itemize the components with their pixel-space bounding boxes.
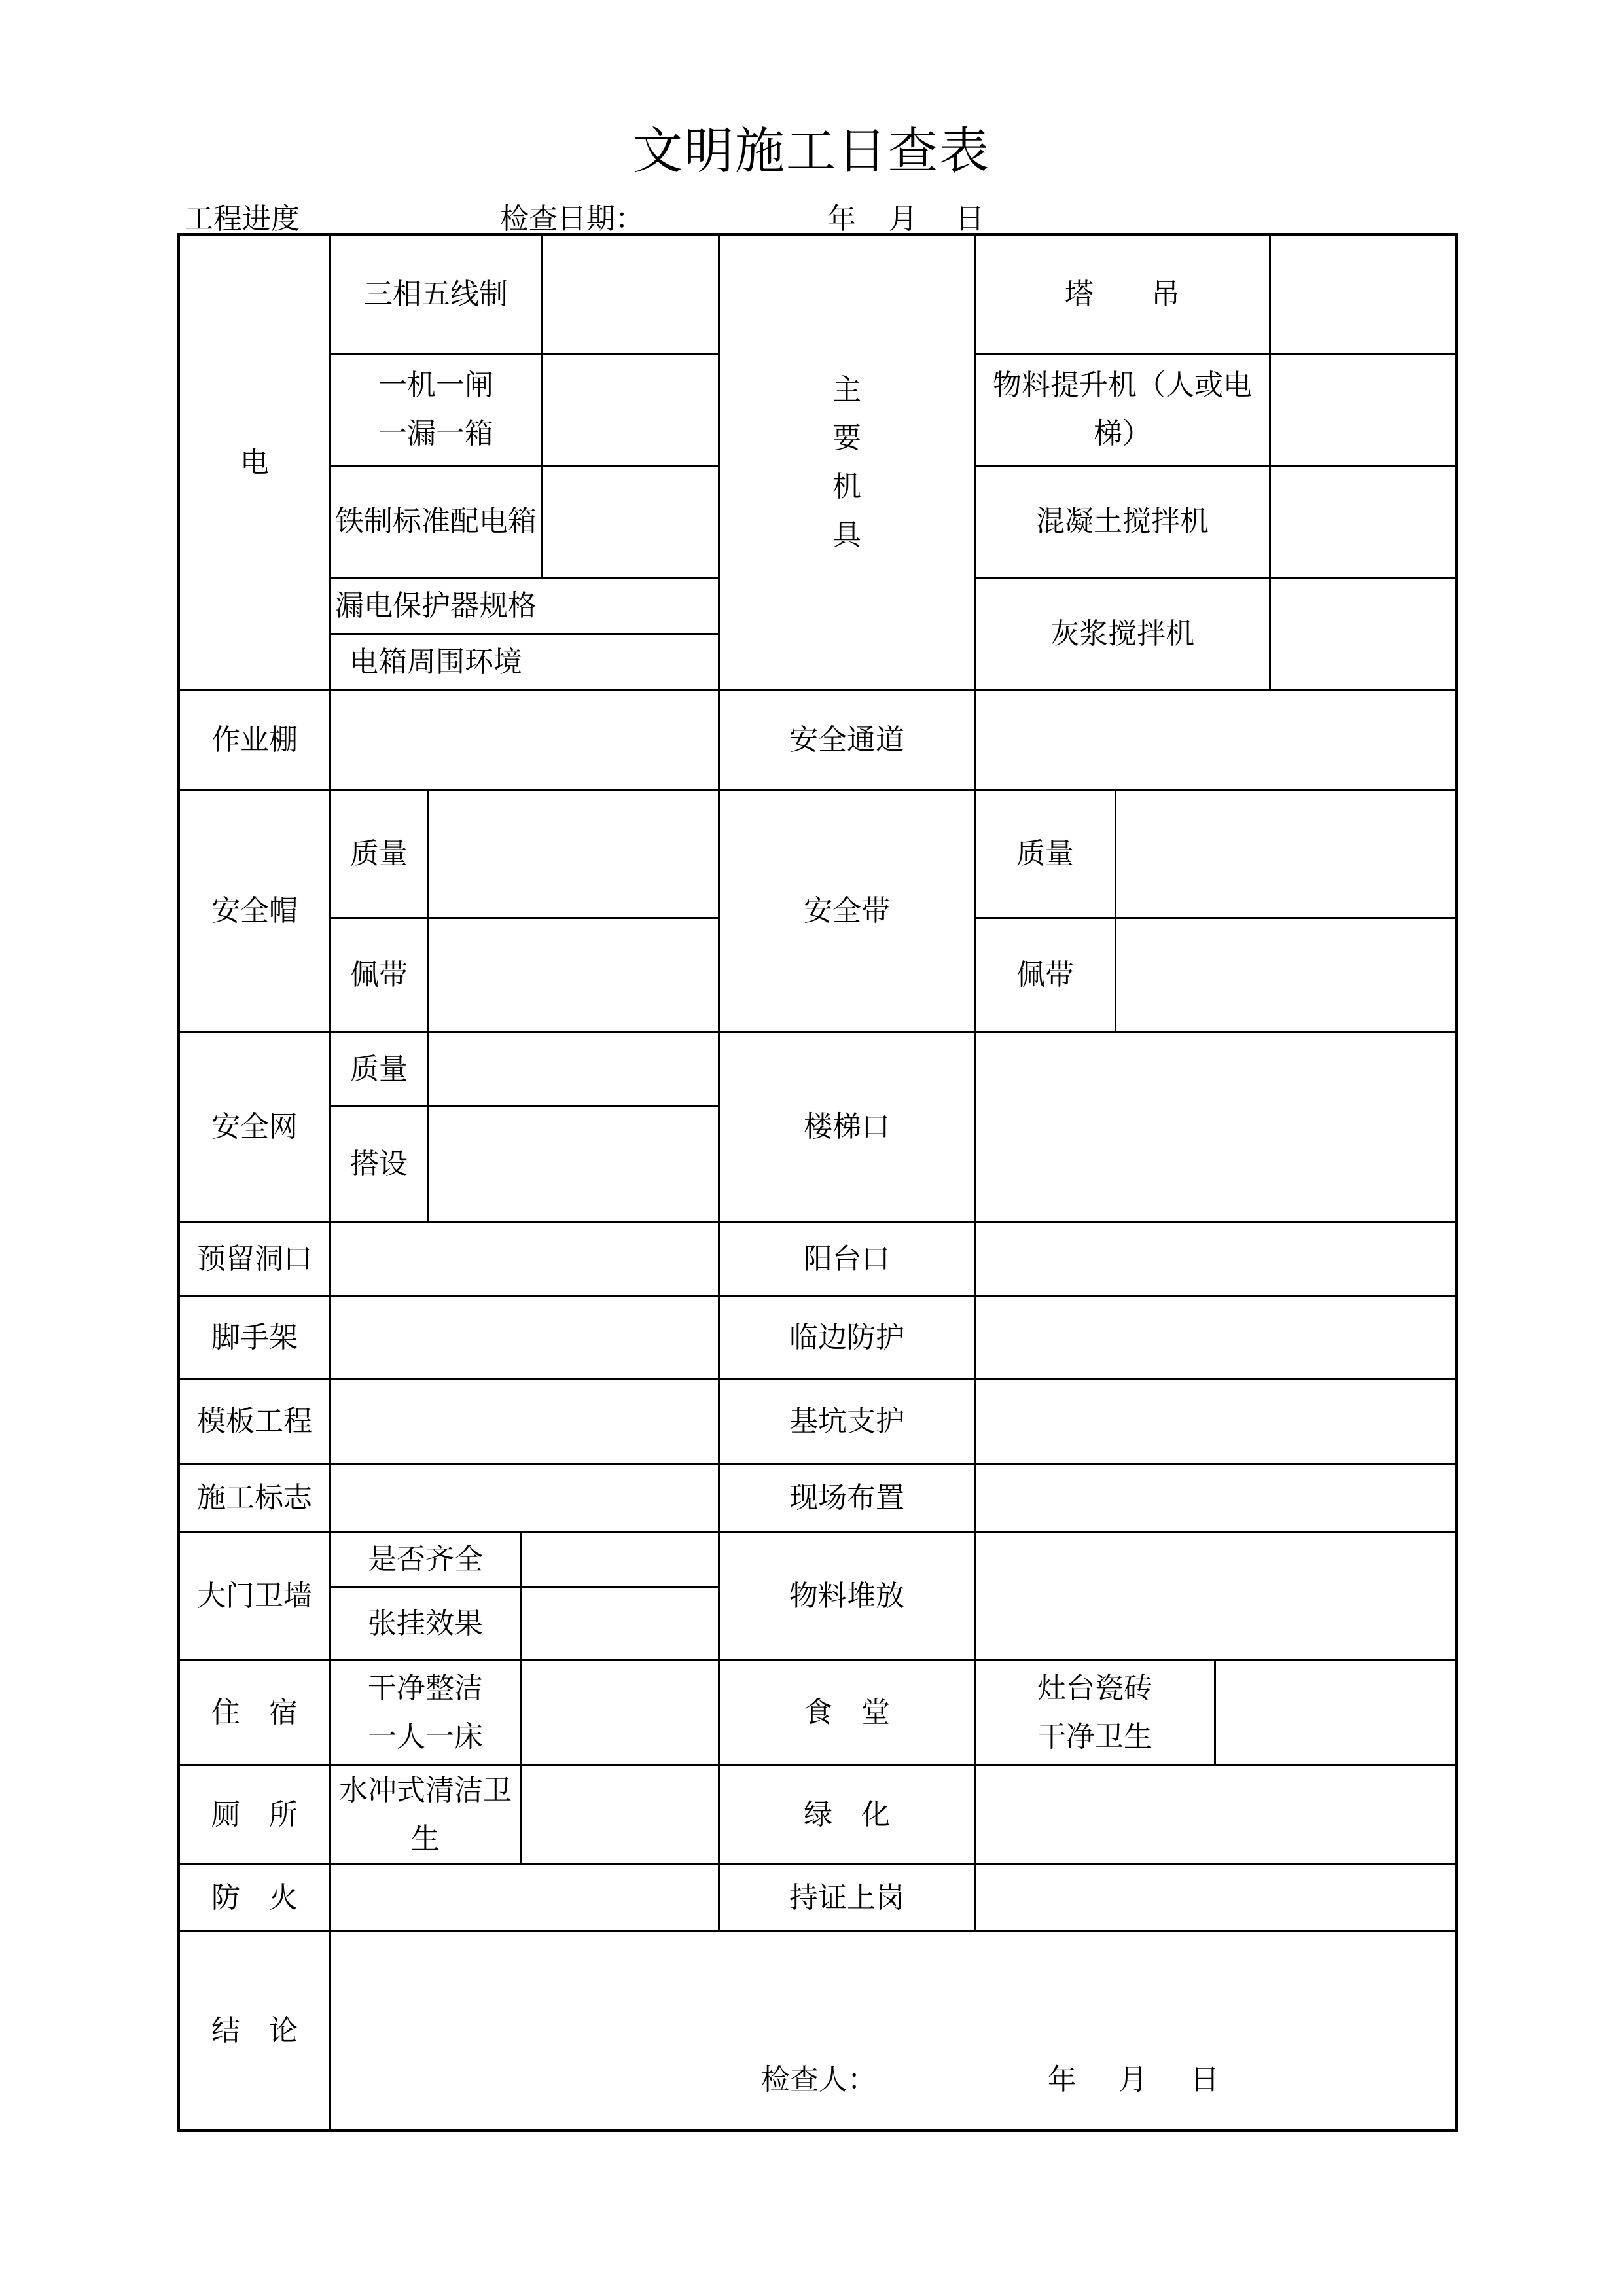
material-hoist: [976, 355, 1269, 465]
leakage-protector-spec: 漏电保护器规格: [335, 588, 537, 622]
main-machines-label: [720, 236, 974, 689]
edge-protection-label: 临边防护: [789, 1320, 904, 1354]
progress-label: 工程进度: [185, 202, 300, 236]
site-layout-label: 现场布置: [789, 1480, 904, 1515]
balcony-label: 阳台口: [804, 1242, 890, 1276]
net-label: 安全网: [211, 1109, 298, 1143]
box-surroundings: 电箱周围环境: [349, 645, 522, 679]
belt-quality: 质量: [1016, 836, 1074, 870]
belt-wearing: 佩带: [1016, 958, 1074, 992]
toilet-requirement: [330, 1766, 520, 1863]
one-machine-one-switch-line2: 一漏一箱: [378, 417, 493, 450]
grid-line: [1115, 789, 1116, 1031]
date-month: 月: [889, 202, 918, 236]
safe-passage-label: 安全通道: [789, 723, 904, 757]
stair-label: 楼梯口: [804, 1109, 890, 1143]
grid-line: [1214, 1659, 1216, 1764]
grid-line: [520, 1531, 522, 1863]
tower-crane: 塔 吊: [1065, 278, 1180, 311]
three-phase-five-wire: 三相五线制: [364, 278, 508, 311]
machines-label-char: 机: [832, 470, 861, 503]
electric-label: 电: [240, 446, 269, 479]
formwork-label: 模板工程: [197, 1404, 312, 1438]
form-grid: [180, 236, 1455, 2129]
canteen-requirement-line1: 灶台瓷砖: [1037, 1671, 1152, 1705]
net-erection: 搭设: [350, 1147, 408, 1181]
date-day: 日: [955, 202, 984, 236]
toilet-requirement-line2: 生: [411, 1821, 440, 1856]
sign-year: 年: [1048, 2063, 1077, 2096]
machines-label-char: 具: [832, 518, 861, 552]
canteen-label: 食 堂: [804, 1695, 890, 1729]
toilet-label: 厕 所: [211, 1797, 298, 1831]
inspection-form: [177, 233, 1458, 2132]
work-shed-label: 作业棚: [211, 723, 298, 757]
canteen-requirement: [976, 1661, 1214, 1764]
dorm-requirement: [330, 1661, 520, 1764]
helmet-wearing: 佩带: [350, 958, 408, 992]
pit-support-label: 基坑支护: [789, 1404, 904, 1438]
one-machine-one-switch: [330, 355, 541, 465]
inspector-label: 检查人：: [761, 2063, 876, 2096]
construction-sign-label: 施工标志: [197, 1480, 312, 1515]
dorm-requirement-line2: 一人一床: [368, 1719, 483, 1753]
canteen-requirement-line2: 干净卫生: [1037, 1719, 1152, 1753]
helmet-label: 安全帽: [211, 893, 298, 927]
material-hoist-line2: 梯）: [1094, 417, 1151, 450]
certified-on-duty-label: 持证上岗: [789, 1880, 904, 1914]
fire-prevention-label: 防 火: [211, 1880, 298, 1914]
toilet-requirement-line1: 水冲式清洁卫: [339, 1773, 512, 1807]
sign-day: 日: [1190, 2063, 1219, 2096]
reserved-hole-label: 预留洞口: [197, 1242, 312, 1276]
machines-label-char: 要: [832, 422, 861, 455]
standard-iron-distribution-box: 铁制标准配电箱: [335, 505, 537, 538]
grid-line: [541, 236, 543, 577]
date-year: 年: [827, 202, 856, 236]
net-quality: 质量: [350, 1052, 408, 1086]
greening-label: 绿 化: [804, 1797, 890, 1831]
dorm-requirement-line1: 干净整洁: [368, 1671, 483, 1705]
page-title: 文明施工日查表: [633, 122, 990, 180]
grid-line: [180, 1930, 1455, 1932]
grid-line: [427, 789, 429, 1221]
conclusion-label: 结 论: [211, 2013, 298, 2047]
material-storage-label: 物料堆放: [789, 1579, 904, 1613]
helmet-quality: 质量: [350, 836, 408, 870]
one-machine-one-switch-line1: 一机一闸: [378, 368, 493, 402]
gate-hanging-effect: 张挂效果: [368, 1606, 483, 1640]
concrete-mixer: 混凝土搅拌机: [1036, 505, 1209, 538]
belt-label: 安全带: [804, 893, 890, 927]
scaffold-label: 脚手架: [211, 1320, 298, 1354]
gate-wall-label: 大门卫墙: [197, 1579, 312, 1613]
grid-line: [1269, 236, 1271, 689]
gate-complete: 是否齐全: [368, 1542, 483, 1576]
mortar-mixer: 灰浆搅拌机: [1050, 617, 1194, 651]
material-hoist-line1: 物料提升机（人或电: [993, 368, 1252, 402]
machines-label-char: 主: [832, 373, 861, 406]
sign-month: 月: [1118, 2063, 1147, 2096]
dorm-label: 住 宿: [211, 1695, 298, 1729]
check-date-label: 检查日期：: [500, 202, 644, 236]
